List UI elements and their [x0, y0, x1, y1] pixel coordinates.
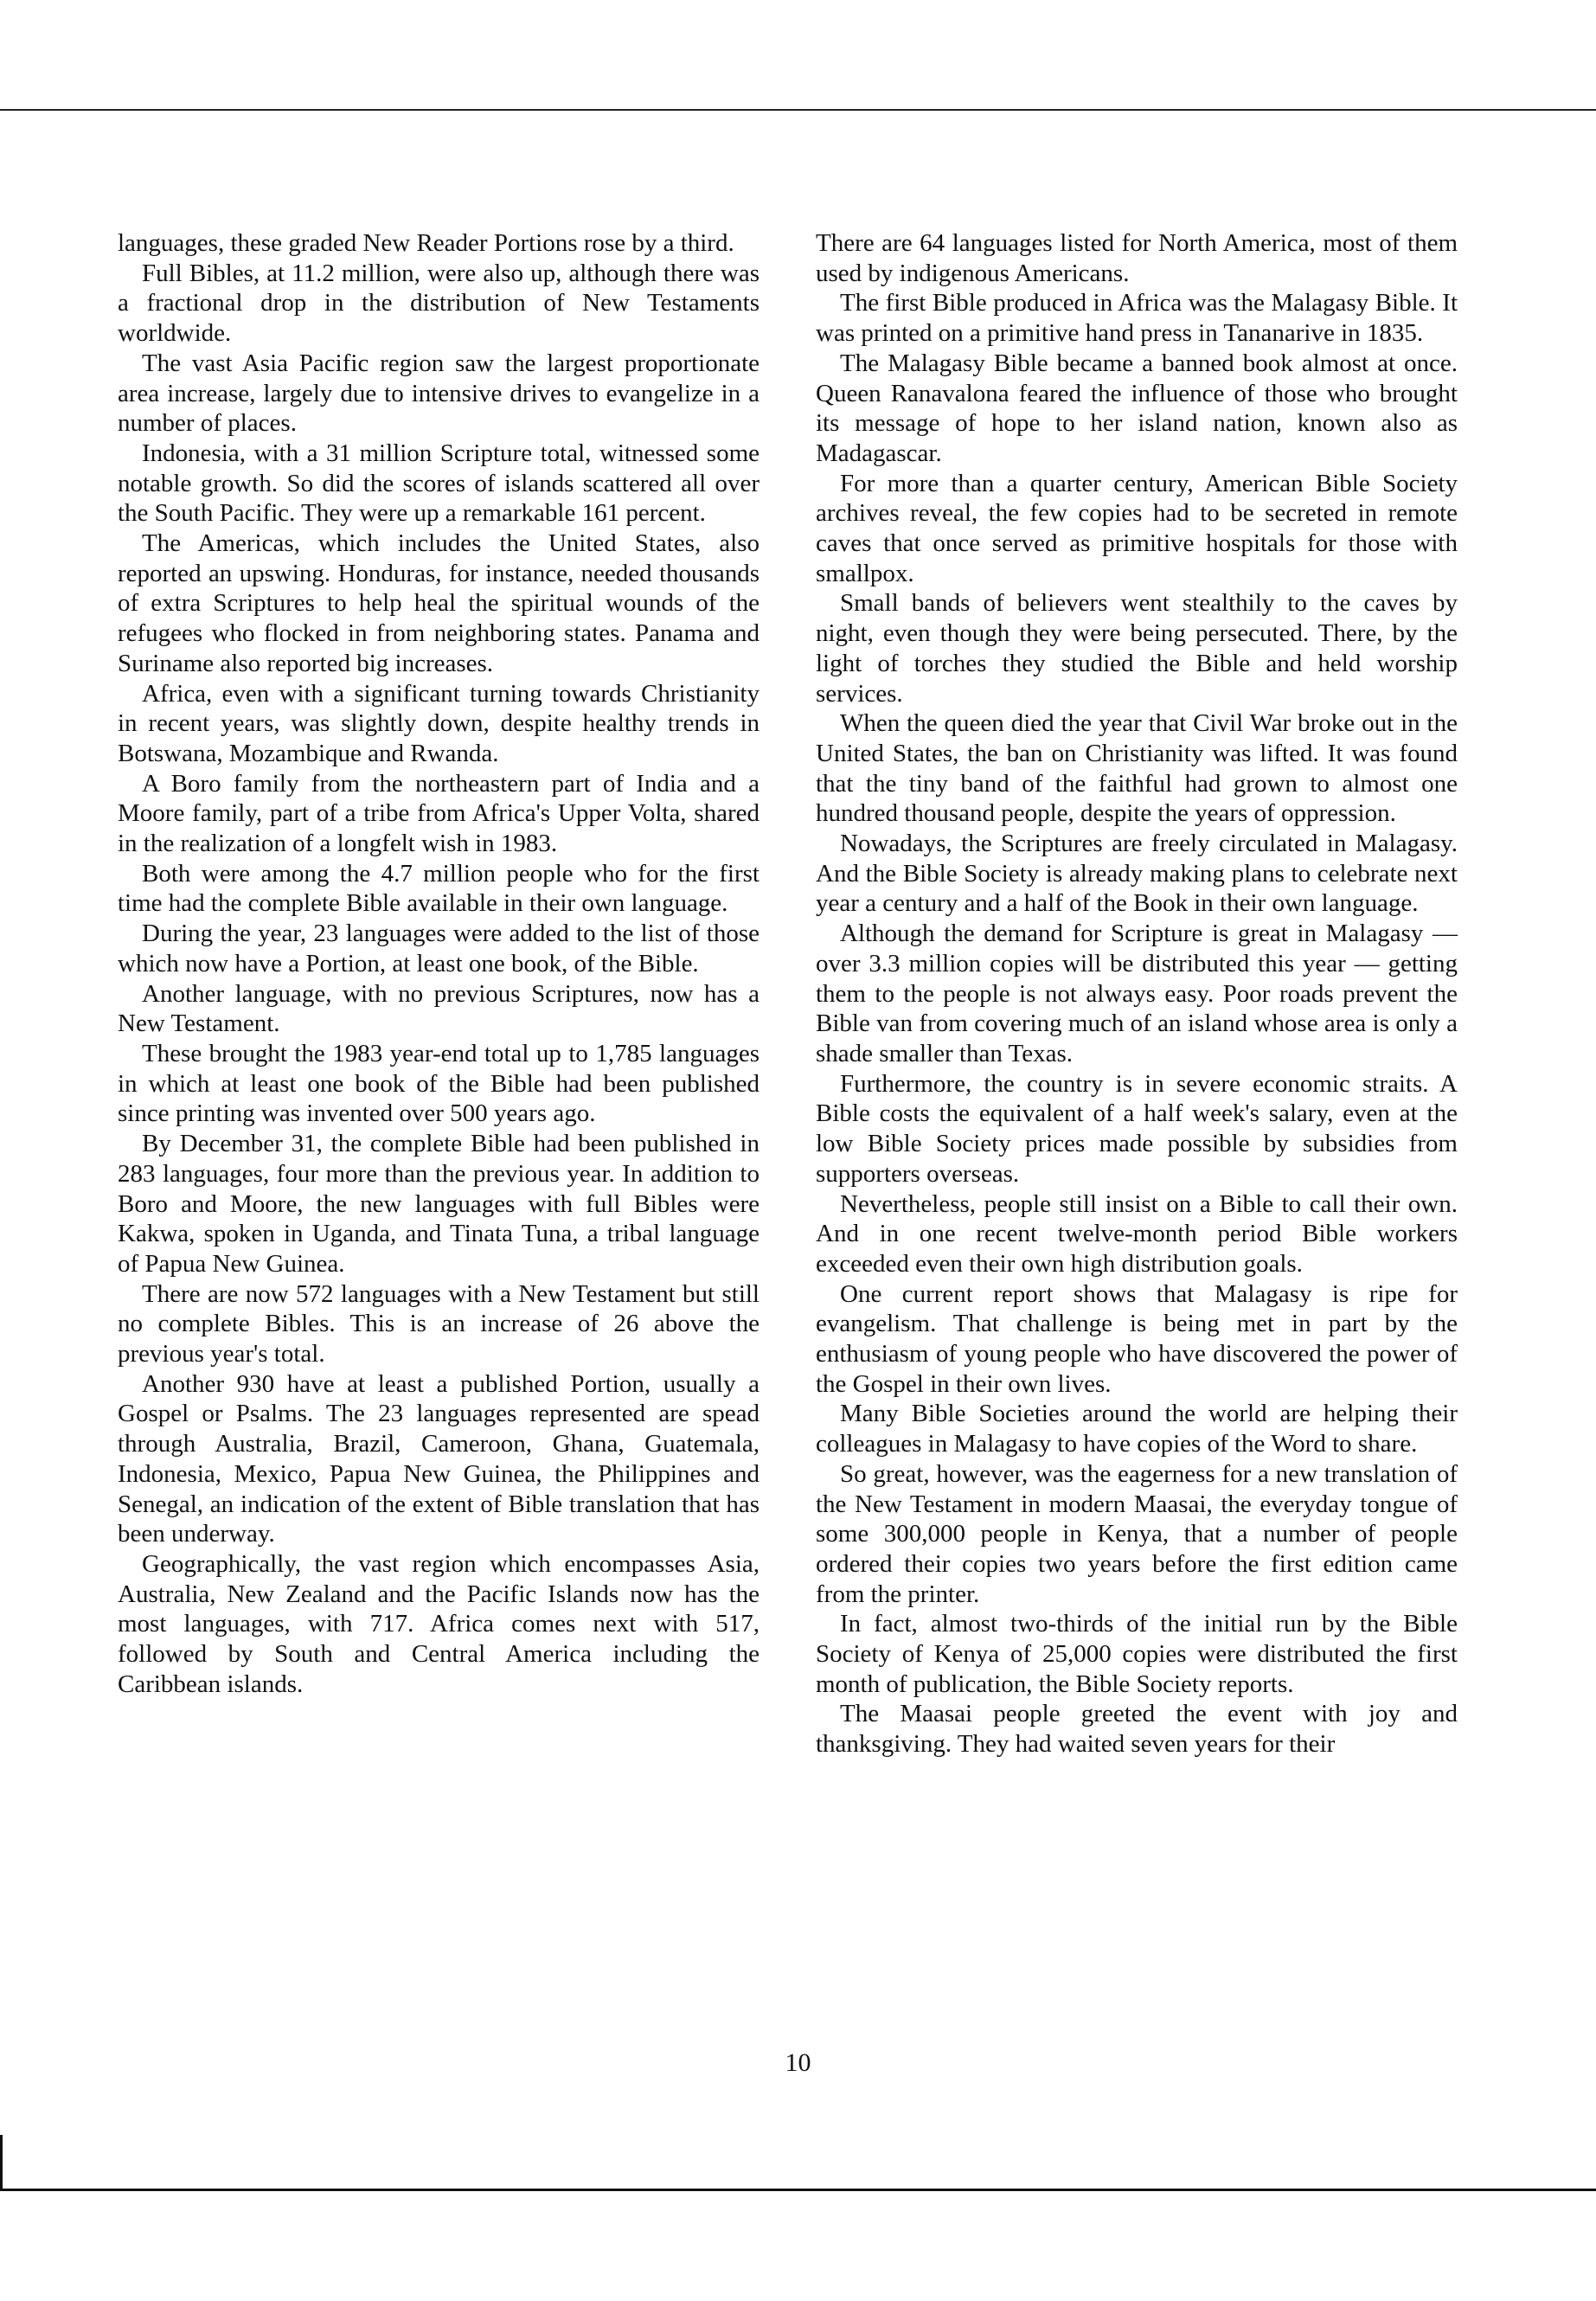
corner-mark — [0, 2135, 3, 2190]
paragraph: Africa, even with a significant turning towards Christianity in recent years, was slightly down, despite healthy trends in Botswana, Mozambique and Rwanda. — [118, 679, 760, 767]
paragraph: Full Bibles, at 11.2 million, were also up, although there was a fractional drop in the distribution of New Testaments worldwide. — [118, 259, 760, 348]
paragraph: Both were among the 4.7 million people who for the first time had the complete Bible available in their own language. — [118, 859, 760, 918]
paragraph: In fact, almost two-thirds of the initial run by the Bible Society of Kenya of 25,000 copies were distributed the first month of publication, the Bible Society reports. — [816, 1610, 1458, 1698]
paragraph: The first Bible produced in Africa was the Malagasy Bible. It was printed on a primitive hand press in Tananarive in 1835. — [816, 289, 1458, 348]
paragraph: So great, however, was the eagerness for a new translation of the New Testament in modern Maasai, the everyday tongue of some 300,000 people in Kenya, that a number of people ordered their copies two years before the first edition came from the printer. — [816, 1459, 1458, 1608]
paragraph: The vast Asia Pacific region saw the largest proportionate area increase, largely due to intensive drives to evangelize in a number of places. — [118, 349, 760, 438]
paragraph: A Boro family from the northeastern part of India and a Moore family, part of a tribe from Africa's Upper Volta, shared in the realization of a longfelt wish in 1983. — [118, 769, 760, 858]
paragraph: For more than a quarter century, American Bible Society archives reveal, the few copies had to be secreted in remote caves that once served as primitive hospitals for those with smallpox. — [816, 469, 1458, 587]
paragraph: Indonesia, with a 31 million Scripture total, witnessed some notable growth. So did the scores of islands scattered all over the South Pacific. They were up a remarkable 161 percent. — [118, 439, 760, 528]
bottom-rule — [0, 2189, 1596, 2191]
paragraph: Small bands of believers went stealthily to the caves by night, even though they were being persecuted. There, by the light of torches they studied the Bible and held worship services. — [816, 589, 1458, 708]
paragraph: There are now 572 languages with a New Testament but still no complete Bibles. This is an increase of 26 above the previous year's total. — [118, 1279, 760, 1368]
paragraph: The Americas, which includes the United States, also reported an upswing. Honduras, for instance, needed thousands of extra Scriptures to help heal the spiritual wounds of the refugees who flocked in from neighboring states. Panama and Suriname also reported big increases. — [118, 529, 760, 677]
paragraph: These brought the 1983 year-end total up to 1,785 languages in which at least one book of the Bible had been published since printing was invented over 500 years ago. — [118, 1039, 760, 1128]
paragraph: The Maasai people greeted the event with joy and thanksgiving. They had waited seven years for their — [816, 1700, 1458, 1759]
paragraph: Another language, with no previous Scriptures, now has a New Testament. — [118, 979, 760, 1038]
paragraph: The Malagasy Bible became a banned book almost at once. Queen Ranavalona feared the influence of those who brought its message of hope to her island nation, known also as Madagascar. — [816, 349, 1458, 467]
paragraph: Nowadays, the Scriptures are freely circulated in Malagasy. And the Bible Society is already making plans to celebrate next year a century and a half of the Book in their own language. — [816, 830, 1458, 918]
paragraph: Nevertheless, people still insist on a Bible to call their own. And in one recent twelve-month period Bible workers exceeded even their own high distribution goals. — [816, 1189, 1458, 1278]
paragraph: Although the demand for Scripture is great in Malagasy — over 3.3 million copies will be distributed this year — getting them to the people is not always easy. Poor roads prevent the Bible van from covering much of an island whose area is only a shade smaller than Texas. — [816, 920, 1458, 1067]
paragraph: During the year, 23 languages were added to the list of those which now have a Portion, at least one book, of the Bible. — [118, 920, 760, 977]
paragraph: One current report shows that Malagasy is ripe for evangelism. That challenge is being met in part by the enthusiasm of young people who have discovered the power of the Gospel in their own lives. — [816, 1279, 1458, 1398]
top-rule — [0, 109, 1596, 111]
paragraph: When the queen died the year that Civil War broke out in the United States, the ban on Christianity was lifted. It was found that the tiny band of the faithful had grown to almost one hundred thousand people, despite the years of oppression. — [816, 709, 1458, 828]
paragraph: Many Bible Societies around the world are helping their colleagues in Malagasy to have copies of the Word to share. — [816, 1400, 1458, 1458]
paragraph: Furthermore, the country is in severe economic straits. A Bible costs the equivalent of a half week's salary, even at the low Bible Society prices made possible by subsidies from supporters overseas. — [816, 1069, 1458, 1188]
page-number: 10 — [785, 2048, 811, 2077]
paragraph: Another 930 have at least a published Portion, usually a Gospel or Psalms. The 23 languages represented are spead through Australia, Brazil, Cameroon, Ghana, Guatemala, Indonesia, Mexico, Papua New Guinea, the Philippines and Senegal, an indication of the extent of Bible translation that has been underway. — [118, 1369, 760, 1548]
paragraph: There are 64 languages listed for North America, most of them used by indigenous Americans. — [816, 229, 1458, 287]
left-column — [118, 228, 760, 1699]
paragraph: languages, these graded New Reader Portions rose by a third. — [118, 229, 734, 257]
paragraph: By December 31, the complete Bible had been published in 283 languages, four more than the previous year. In addition to Boro and Moore, the new languages with full Bibles were Kakwa, spoken in Uganda, and Tinata Tuna, a tribal language of Papua New Guinea. — [118, 1130, 760, 1278]
right-column — [816, 228, 1458, 1759]
paragraph: Geographically, the vast region which encompasses Asia, Australia, New Zealand and the Pacific Islands now has the most languages, with 717. Africa comes next with 517, followed by South and Central America including the Caribbean islands. — [118, 1549, 760, 1698]
